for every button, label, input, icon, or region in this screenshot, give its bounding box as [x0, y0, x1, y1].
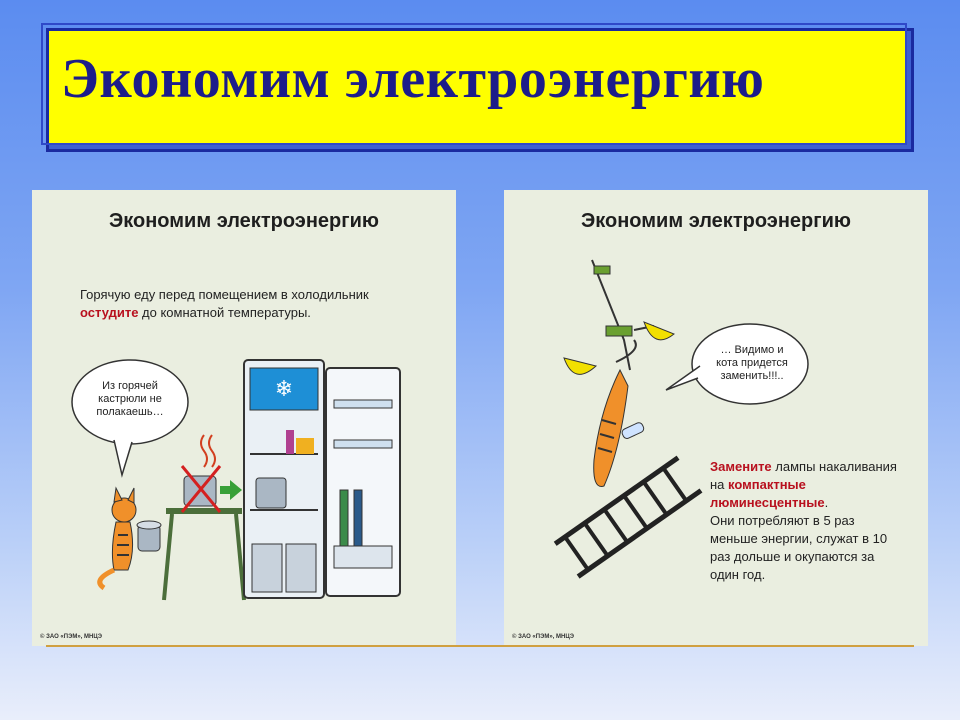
left-bubble-text: Из горячей кастрюли не полакаешь… [96, 380, 164, 418]
slide-title: Экономим электроэнергию [61, 48, 765, 110]
caption-text: Горячую еду перед помещением в холодильник [80, 287, 369, 302]
speech-bubble-tail [114, 440, 132, 475]
ladder-illustration [555, 458, 701, 577]
cat-illustration [100, 488, 161, 588]
snowflake-icon: ❄ [274, 376, 294, 401]
caption-rest: Они потребляют в 5 раз меньше энергии, служат в 10 раз дольше и окупаются за один год. [710, 513, 888, 582]
bottom-divider [46, 645, 914, 647]
caption-highlight: Замените [710, 459, 772, 474]
caption-highlight: остудите [80, 305, 139, 320]
steam-icon [201, 435, 215, 467]
right-copyright: © ЗАО «ПЭМ», МНЦЭ [512, 634, 575, 640]
speech-bubble-tail [666, 366, 700, 390]
chandelier-illustration [564, 260, 674, 374]
right-bubble-text: … Видимо и кота придется заменить!!!.. [716, 344, 788, 382]
right-panel-caption [710, 458, 900, 584]
arrow-right-icon [220, 480, 242, 500]
left-copyright: © ЗАО «ПЭМ», МНЦЭ [40, 634, 103, 640]
caption-text-end: до комнатной температуры. [138, 305, 311, 320]
caption-text: лампы накаливания на [710, 459, 897, 492]
caption-highlight-2: компактные люминесцентные [710, 477, 825, 510]
left-panel-title: Экономим электроэнергию [109, 210, 379, 232]
caption-text-period: . [824, 495, 829, 510]
right-panel [504, 190, 928, 646]
left-panel [32, 190, 456, 646]
fridge-illustration [244, 360, 400, 598]
table [166, 508, 242, 514]
title-banner [46, 28, 914, 152]
right-panel-title: Экономим электроэнергию [581, 210, 851, 232]
cat-illustration [594, 370, 645, 486]
lamp-icon [644, 322, 674, 340]
